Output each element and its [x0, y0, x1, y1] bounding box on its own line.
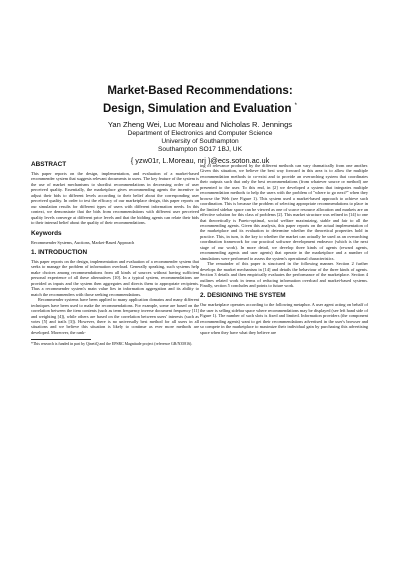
author-emails: { yzw01r, L.Moreau, nrj }@ecs.soton.ac.uk	[130, 156, 270, 165]
keywords-heading: Keywords	[31, 229, 62, 237]
author-names: Yan Zheng Wei, Luc Moreau and Nicholas R. Jennings	[107, 120, 293, 129]
affiliation-university: University of Southampton	[161, 138, 239, 145]
title-line-2	[0, 99, 400, 117]
right-column	[200, 163, 368, 335]
introduction-paragraph-2: Recommender systems have been applied to many application domains and many different techniques have been used to make the recommendations. For example, some are based on the correlation between the item contents (such as term frequency inverse document frequency [11] and weighting [4]), while others are based on the correlation between users' interests (such as votes [5] and trails [3]). However, there is no universally best method for all users in all situations and we believe this situation is likely to continue as ever more methods are developed. Moreover, the rank-	[31, 297, 199, 335]
introduction-continued-paragraph: ing of relevance produced by the different methods can vary dramatically from one another. Given this situation, we believe the best way forward in this area is to allow the multiple recommendation methods to co-exist and to provide an overarching system that coordinates their outputs such that only the best recommendations (from whatever source or method) are presented to the user. To this end, in [2] we developed a system that integrates multiple recommendation methods to help the users with the problem of "where to go next?" when they browse the Web (see Figure 1). This system used a market-based approach to achieve such coordination. This is because the problem of selecting appropriate recommendations to place in the limited sidebar space can be viewed as one of scarce resource allocation and markets are an effective solution for this class of problems [2]. This market structure was refined in [14] to one that theoretically is Pareto-optimal, social welfare maximizing, stable and fair to all the recommending agents. Given this analysis, this paper reports on the actual implementation of the marketplace and its evaluation to determine whether the theoretical properties hold in practice. This, in turn, is the key to whether the market can actually be used as an overarching coordination framework for our practical software development endeavor (which is the next stage of our work). In more detail, we develop three kinds of agents (reward agents, recommending agents and user agents) that operate in the marketplace and a number of simulations were performed to assess the system's operational characteristics.	[200, 163, 368, 261]
footnote: *This research is funded in part by QinetiQ and the EPSRC Magnitude project (reference GR/N35816).	[31, 342, 193, 347]
affiliation-department: Department of Electronics and Computer Science	[127, 130, 273, 137]
footnote-rule	[31, 339, 91, 340]
left-column	[31, 161, 199, 347]
introduction-heading: 1. INTRODUCTION	[31, 248, 88, 256]
introduction-paragraph-1: This paper reports on the design, implementation and evaluation of a recommender system that seeks to manage the problem of information overload. Generally speaking, such systems help make choices among recommendations from all kinds of sources without having sufficient personal experience of all these alternatives [10]. In a typical system, recommendations are provided as inputs and the system then aggregates and directs them to appropriate recipients. Thus a recommender system's main value lies in information aggregation and its ability to match the recommenders with those seeking recommendations.	[31, 258, 199, 297]
author-block	[0, 120, 400, 165]
design-section-heading: 2. DESIGNING THE SYSTEM	[200, 292, 286, 300]
affiliation-address: Southampton SO17 1BJ, UK	[158, 146, 242, 153]
title-footnote-mark: *	[294, 103, 298, 109]
paper-structure-paragraph: The remainder of this paper is structured in the following manner. Section 2 further develops the market mechanism in [14] and details the behaviour of the three kinds of agents. Section 3 details and then empirically evaluates the performance of the marketplace. Section 4 outlines related work in terms of reducing information overload and market-based systems. Finally, section 5 concludes and points to future work.	[200, 261, 368, 288]
abstract-text: This paper reports on the design, implementation, and evaluation of a market-based recommender system that suggests relevant documents to users. The key feature of the system is the use of market mechanisms to shortlist recommendations in decreasing order of user perceived quality. Essentially, the marketplace gives recommending agents the incentive to adjust their bids to different levels according to their belief about the corresponding user perceived quality. In order to test the efficacy of our marketplace design, this paper reports on our simulation results for different types of users with different information needs. In this context, we demonstrate that the bids from recommendations with different user perceived quality levels converge at different price levels and that the bidding agents can relate their bids to their internal belief about the quality of their recommendations.	[31, 171, 199, 226]
keywords-text: Recommender Systems, Auctions, Market-Based Approach	[31, 239, 135, 245]
paper-title	[0, 84, 400, 117]
title-line-2-text: Design, Simulation and Evaluation	[102, 102, 292, 115]
abstract-heading: ABSTRACT	[31, 161, 67, 168]
title-line-1: Market-Based Recommendations:	[107, 85, 293, 97]
design-paragraph-1: Our marketplace operates according to the following metaphor. A user agent acting on behalf of the user is selling sidebar space where recommendations may be displayed (see left hand side of Figure 1). The number of such slots is fixed and limited. Information providers (the component recommending agents) want to get their recommendations advertised in the user's browser and so compete in the marketplace to maximize their individual gain by purchasing this advertising space when they have what they believe are	[200, 302, 368, 335]
